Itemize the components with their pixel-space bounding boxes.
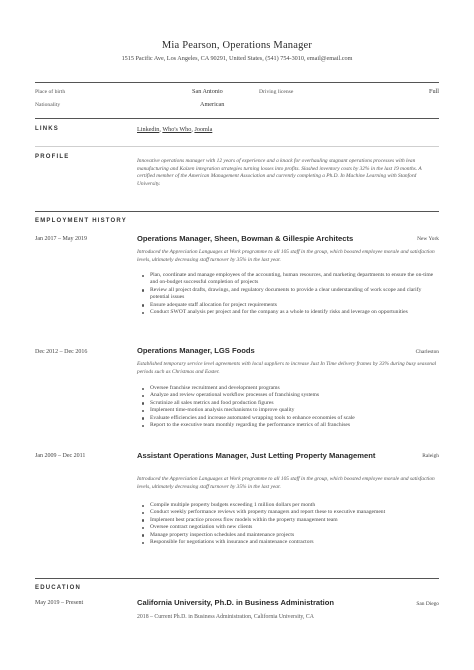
list-item: Oversee contract negotiation with new clients bbox=[142, 524, 440, 531]
job-summary: Established temporary service level agreements with local suppliers to increase Just In Time delivery frames by 33% during busy seasonal periods such as Christmas and Easter. bbox=[137, 361, 437, 375]
list-item: Implement time-motion analysis mechanisms to improve quality bbox=[142, 407, 440, 414]
job-bullets bbox=[142, 502, 440, 546]
job-summary: Introduced the Appreciation Languages at Work programme to all 105 staff in the group, which boosted employee morale and satisfaction levels, ultimately decreasing staff turnover by 35% in the last year. bbox=[137, 249, 435, 263]
list-item: Analyze and review operational workflow processes of franchising systems bbox=[142, 392, 440, 399]
nationality-value: American bbox=[200, 101, 225, 108]
profile-text: Innovative operations manager with 12 years of experience and a knack for overhauling stagnant operations processes with lean manufacturing and Kaizen integration strategies turning losses into profits. Slashed inventory costs by 32% in the last 19 months. A certified member of the American Management Association and currently completing a Ph.D. In Machine Learning with Stanford University. bbox=[137, 158, 422, 187]
job-location: New York bbox=[417, 236, 439, 242]
divider bbox=[35, 146, 439, 147]
place-of-birth-value: San Antonio bbox=[192, 88, 223, 95]
employment-heading: EMPLOYMENT HISTORY bbox=[35, 218, 127, 224]
job-dates: Jan 2009 – Dec 2011 bbox=[35, 453, 86, 459]
job-location: Raleigh bbox=[422, 453, 439, 459]
job-title: Operations Manager, LGS Foods bbox=[137, 346, 255, 355]
profile-heading: PROFILE bbox=[35, 154, 70, 160]
place-of-birth-label: Place of birth bbox=[35, 89, 66, 95]
job-location: Charleston bbox=[415, 349, 439, 355]
job-title: Operations Manager, Sheen, Bowman & Gillespie Architects bbox=[137, 234, 354, 243]
joomla-link[interactable]: Joomla bbox=[194, 126, 213, 133]
list-item: Responsible for negotiations with insurance and maintenance contractors bbox=[142, 539, 440, 546]
driving-license-label: Driving license bbox=[259, 89, 294, 95]
list-item: Report to the executive team monthly regarding the performance metrics of all franchises bbox=[142, 422, 440, 429]
job-bullets bbox=[142, 385, 440, 429]
education-heading: EDUCATION bbox=[35, 585, 82, 591]
candidate-name: Mia Pearson, Operations Manager bbox=[161, 40, 313, 51]
links-heading: LINKS bbox=[35, 126, 59, 132]
list-item: Compile multiple property budgets exceeding 1 million dollars per month bbox=[142, 502, 440, 509]
list-item: Scrutinize all sales metrics and food production figures bbox=[142, 400, 440, 407]
list-item: Implement best practice process flow models within the property management team bbox=[142, 517, 440, 524]
education-dates: May 2019 – Present bbox=[35, 600, 84, 606]
education-location: San Diego bbox=[416, 601, 439, 607]
list-item: Conduct SWOT analysis per project and for the company as a whole to identify risks and leverage on opportunities bbox=[142, 309, 440, 316]
list-item: Conduct weekly performance reviews with property managers and report these to executive management bbox=[142, 509, 440, 516]
divider bbox=[35, 578, 439, 579]
list-item: Manage property inspection schedules and maintenance projects bbox=[142, 532, 440, 539]
divider bbox=[35, 211, 439, 212]
education-degree: California University, Ph.D. in Business Administration bbox=[137, 598, 335, 607]
divider bbox=[35, 118, 439, 119]
contact-address: 1515 Pacific Ave, Los Angeles, CA 90291, United States, (541) 754-3010, email@email.com bbox=[121, 55, 353, 62]
job-bullets bbox=[142, 272, 440, 316]
driving-license-value: Full bbox=[429, 88, 439, 95]
education-detail: 2018 – Current Ph.D. in Business Administration, California University, CA bbox=[137, 614, 314, 620]
nationality-label: Nationality bbox=[35, 102, 61, 108]
list-item: Ensure adequate staff allocation for project requirements bbox=[142, 302, 440, 309]
whos-who-link[interactable]: Who's Who bbox=[162, 126, 192, 133]
list-item: Evaluate efficiencies and increase automated wrapping tools to enhance economies of scale bbox=[142, 415, 440, 422]
job-summary: Introduced the Appreciation Languages at Work programme to all 105 staff in the group, which boosted employee morale and satisfaction levels, ultimately decreasing staff turnover by 35% in the last year. bbox=[137, 476, 435, 490]
job-title: Assistant Operations Manager, Just Letting Property Management bbox=[137, 451, 376, 460]
list-item: Review all project drafts, drawings, and regulatory documents to provide a clear understanding of work scope and clarify potential issues bbox=[142, 287, 440, 302]
job-dates: Jan 2017 – May 2019 bbox=[35, 236, 87, 242]
job-dates: Dec 2012 – Dec 2016 bbox=[35, 349, 88, 355]
links-list: Linkedin, Who's Who, Joomla bbox=[137, 126, 213, 133]
divider bbox=[35, 82, 439, 83]
list-item: Oversee franchise recruitment and development programs bbox=[142, 385, 440, 392]
linkedin-link[interactable]: Linkedin bbox=[137, 126, 160, 133]
list-item: Plan, coordinate and manage employees of the accounting, human resources, and marketing departments to ensure the on-time and on-budget successful completion of projects bbox=[142, 272, 440, 287]
